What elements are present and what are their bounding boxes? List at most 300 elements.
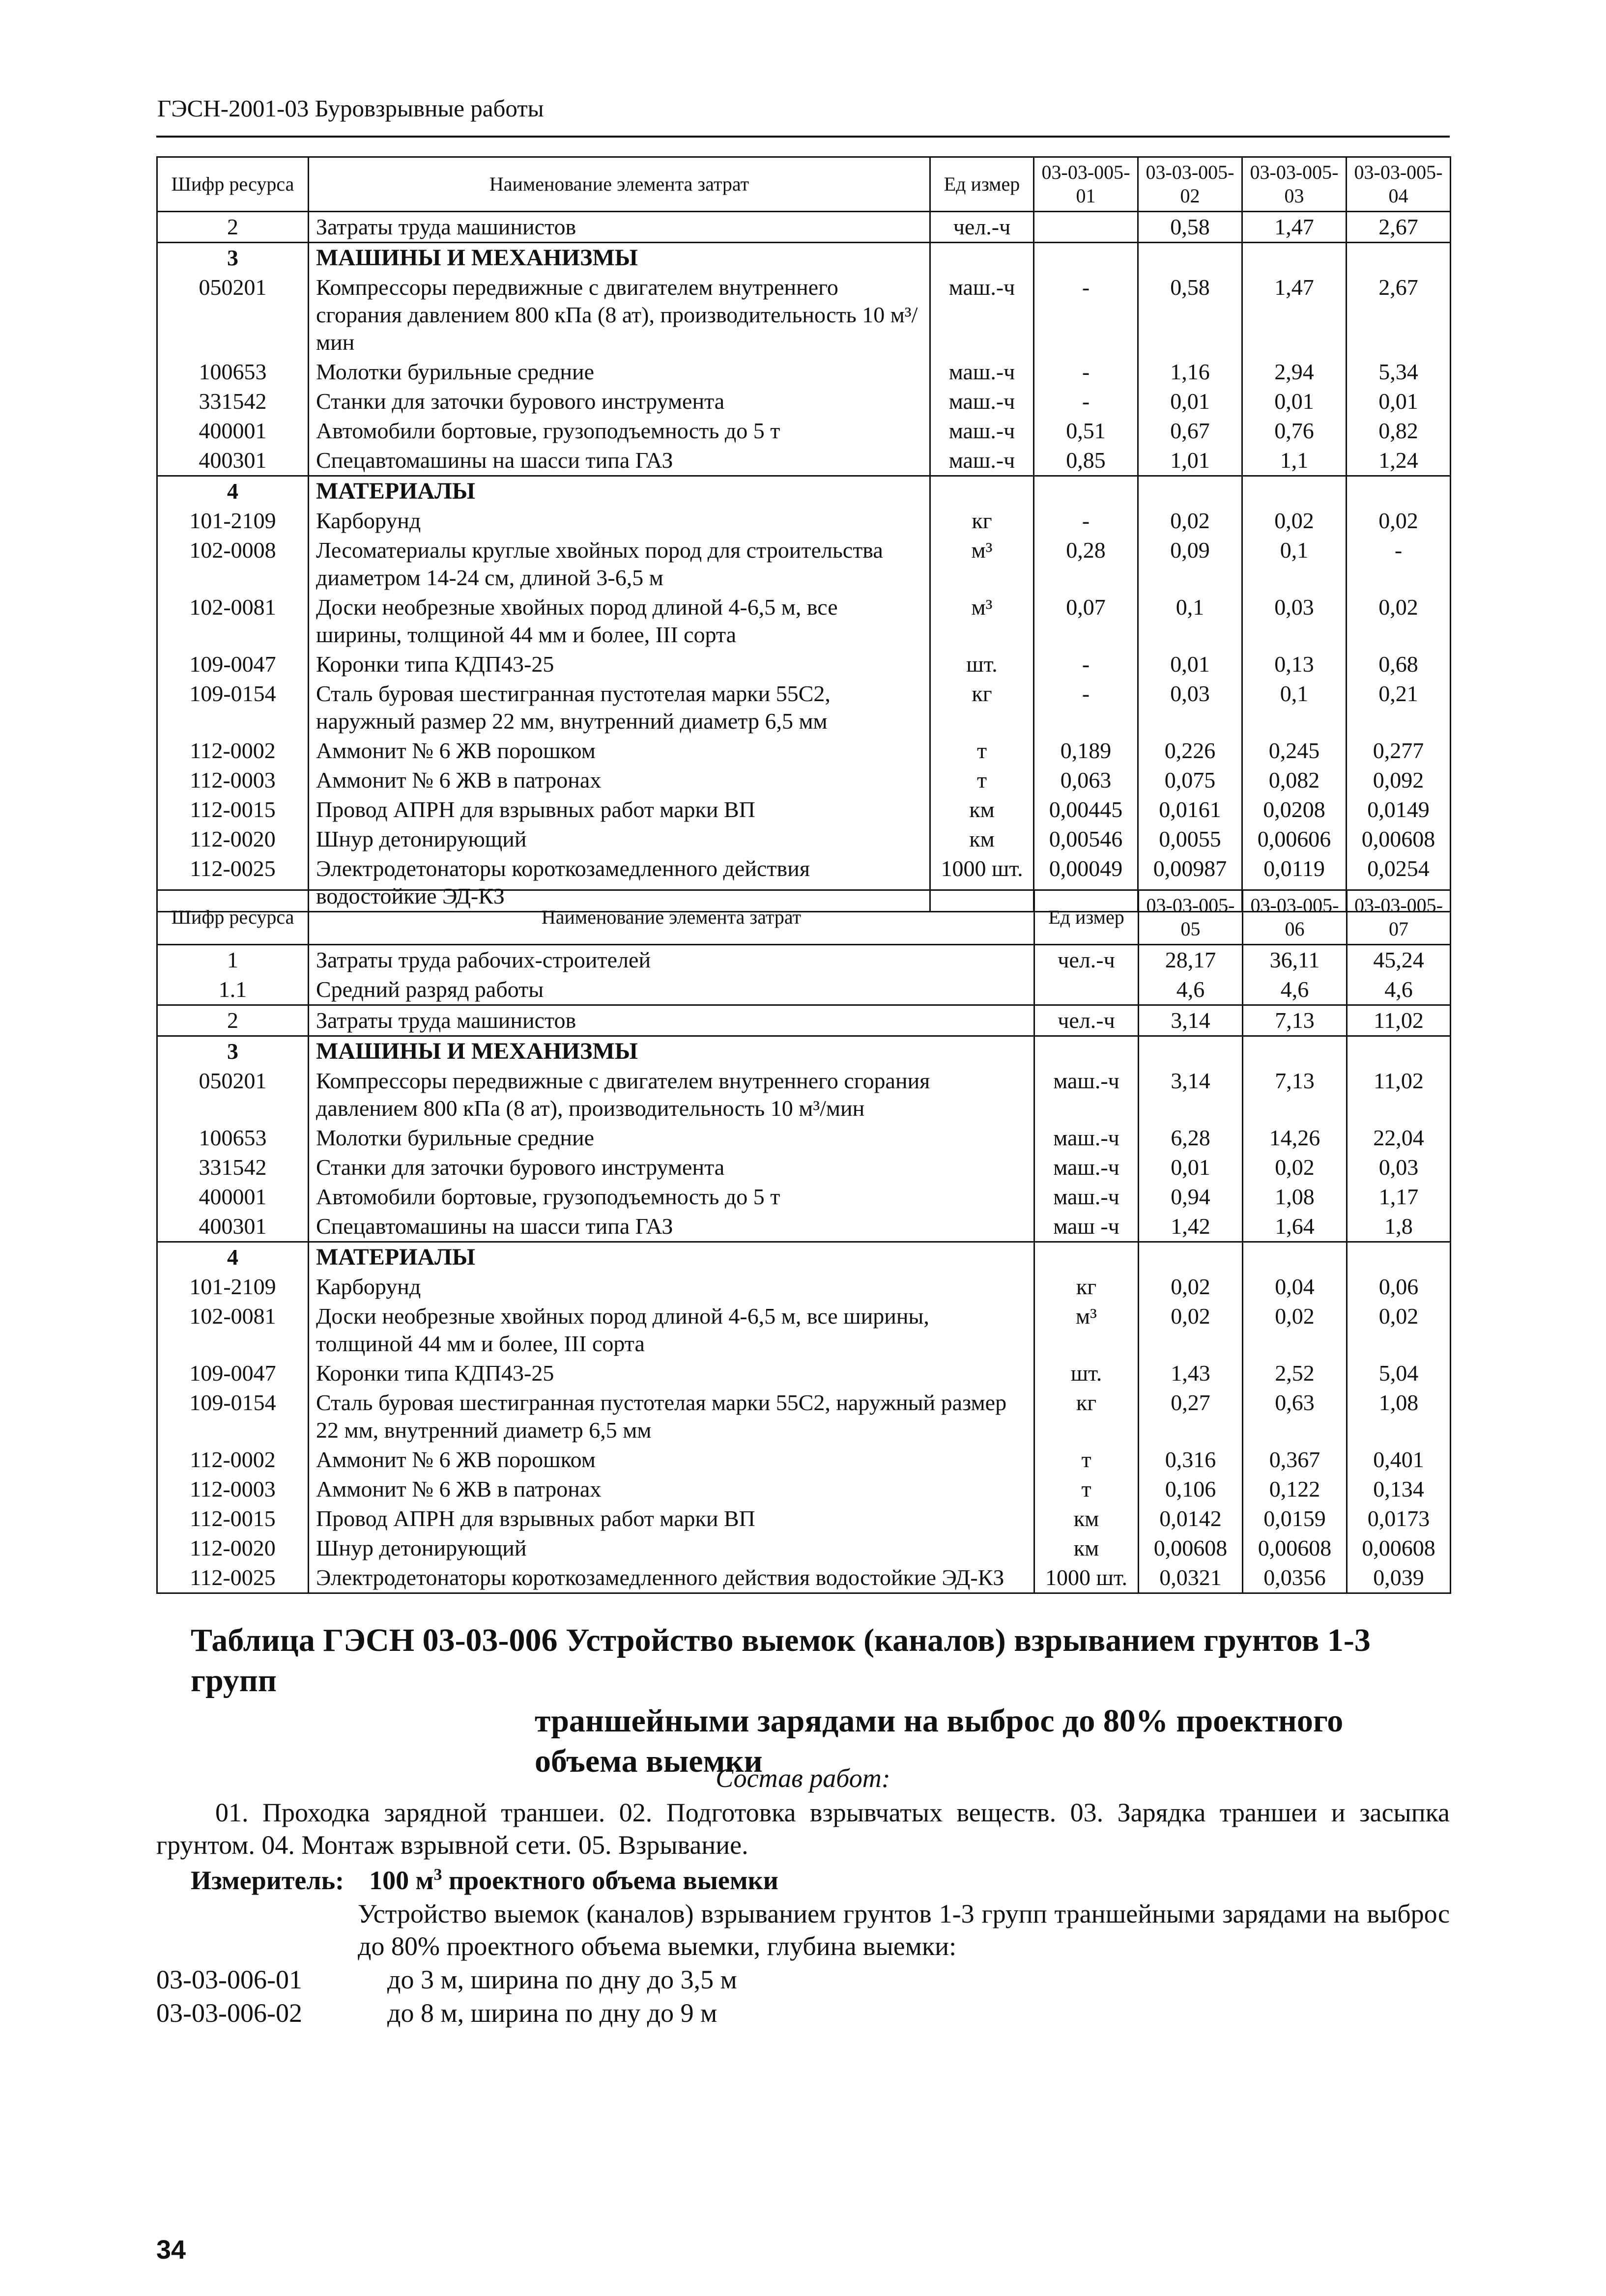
unit-cell: шт.: [930, 650, 1034, 679]
value-cell: [1034, 243, 1138, 273]
resource-code: 112-0002: [157, 1445, 309, 1474]
resource-name: Автомобили бортовые, грузоподъемность до 5 т: [309, 416, 930, 446]
value-cell: 0,02: [1243, 1302, 1347, 1359]
value-cell: 0,075: [1138, 765, 1242, 795]
resource-name: Компрессоры передвижные с двигателем внутреннего сгорания давлением 800 кПа (8 ат), производительность 10 м³/мин: [309, 273, 930, 357]
value-cell: 0,02: [1243, 1153, 1347, 1182]
table-row: [157, 1359, 1451, 1388]
unit-cell: маш -ч: [1034, 1212, 1139, 1242]
value-cell: 0,09: [1138, 536, 1242, 593]
table-row: [157, 1533, 1451, 1563]
unit-cell: маш.-ч: [1034, 1066, 1139, 1123]
resource-name: Коронки типа КДП43-25: [309, 650, 930, 679]
value-cell: 0,28: [1034, 536, 1138, 593]
value-cell: 0,01: [1139, 1153, 1243, 1182]
value-cell: -: [1034, 357, 1138, 387]
resource-name: Затраты труда рабочих-строителей: [309, 945, 1034, 975]
value-cell: 0,02: [1139, 1302, 1243, 1359]
resource-name: Электродетонаторы короткозамедленного действия водостойкие ЭД-КЗ: [309, 854, 930, 912]
header-rule: [156, 136, 1450, 138]
resource-name: Молотки бурильные средние: [309, 1123, 1034, 1153]
page-number: 34: [156, 2235, 186, 2265]
unit-cell: маш.-ч: [930, 416, 1034, 446]
resource-name: Коронки типа КДП43-25: [309, 1359, 1034, 1388]
resource-name: Молотки бурильные средние: [309, 357, 930, 387]
value-cell: [1243, 1242, 1347, 1273]
value-cell: 0,51: [1034, 416, 1138, 446]
measure-rest: проектного объема выемки: [442, 1866, 778, 1895]
section-row: [157, 243, 1451, 273]
table-row: [157, 1388, 1451, 1445]
table-row: [157, 1066, 1451, 1123]
variant-text: до 8 м, ширина по дну до 9 м: [387, 1998, 717, 2028]
resource-code: 2: [157, 212, 309, 243]
value-cell: 14,26: [1243, 1123, 1347, 1153]
table-row: [157, 506, 1451, 536]
value-cell: 6,28: [1139, 1123, 1243, 1153]
value-cell: 0,134: [1347, 1474, 1451, 1504]
value-cell: [1347, 476, 1451, 507]
value-cell: 1,08: [1347, 1388, 1451, 1445]
value-cell: 0,02: [1242, 506, 1347, 536]
variant-row: [156, 1998, 717, 2028]
table-row: [157, 736, 1451, 765]
table-row: [157, 1563, 1451, 1593]
value-cell: 0,245: [1242, 736, 1347, 765]
value-cell: 0,67: [1138, 416, 1242, 446]
value-cell: 0,27: [1139, 1388, 1243, 1445]
value-cell: 0,76: [1242, 416, 1347, 446]
resource-name: Аммонит № 6 ЖВ порошком: [309, 1445, 1034, 1474]
value-cell: 0,0254: [1347, 854, 1451, 912]
table-heading-line-2: траншейными зарядами на выброс до 80% проектного объема выемки: [535, 1703, 1344, 1779]
resource-table-2: [156, 889, 1451, 1594]
value-cell: 0,07: [1034, 593, 1138, 650]
value-cell: 0,21: [1347, 679, 1451, 736]
column-header: Ед измер: [1034, 890, 1139, 945]
table-row: [157, 945, 1451, 975]
value-cell: 0,06: [1347, 1272, 1451, 1302]
resource-code: 3: [157, 1036, 309, 1067]
value-cell: [1138, 243, 1242, 273]
value-cell: [1139, 1242, 1243, 1273]
resource-code: 112-0002: [157, 736, 309, 765]
table-row: [157, 273, 1451, 357]
column-header: 03-03-005-02: [1138, 157, 1242, 212]
value-cell: 0,01: [1242, 387, 1347, 416]
unit-cell: 1000 шт.: [930, 854, 1034, 912]
resource-name: Средний разряд работы: [309, 975, 1034, 1005]
unit-cell: кг: [1034, 1388, 1139, 1445]
unit-cell: маш.-ч: [930, 387, 1034, 416]
value-cell: 2,67: [1347, 212, 1451, 243]
value-cell: 0,63: [1243, 1388, 1347, 1445]
value-cell: 0,277: [1347, 736, 1451, 765]
table-header-row: [157, 890, 1451, 945]
value-cell: 0,122: [1243, 1474, 1347, 1504]
table-row: [157, 536, 1451, 593]
table-row: [157, 1474, 1451, 1504]
resource-code: 101-2109: [157, 1272, 309, 1302]
unit-cell: чел.-ч: [930, 212, 1034, 243]
value-cell: -: [1034, 273, 1138, 357]
unit-cell: [1034, 1036, 1139, 1067]
value-cell: -: [1034, 650, 1138, 679]
table-row: [157, 212, 1451, 243]
resource-code: 112-0015: [157, 795, 309, 824]
value-cell: [1242, 476, 1347, 507]
column-header: 03-03-005-07: [1347, 890, 1451, 945]
unit-cell: маш.-ч: [930, 446, 1034, 476]
resource-code: 101-2109: [157, 506, 309, 536]
resource-name: Аммонит № 6 ЖВ порошком: [309, 736, 930, 765]
unit-cell: [930, 243, 1034, 273]
table-row: [157, 765, 1451, 795]
value-cell: 0,03: [1138, 679, 1242, 736]
table-row: [157, 416, 1451, 446]
measure-sup: 3: [433, 1866, 442, 1884]
resource-table-1: [156, 156, 1451, 912]
table-row: [157, 679, 1451, 736]
value-cell: 1,43: [1139, 1359, 1243, 1388]
value-cell: [1034, 476, 1138, 507]
resource-code: 112-0025: [157, 854, 309, 912]
value-cell: [1138, 476, 1242, 507]
table-row: [157, 1504, 1451, 1533]
resource-code: 109-0047: [157, 650, 309, 679]
value-cell: -: [1347, 536, 1451, 593]
value-cell: 2,52: [1243, 1359, 1347, 1388]
resource-name: Спецавтомашины на шасси типа ГАЗ: [309, 1212, 1034, 1242]
value-cell: 1,64: [1243, 1212, 1347, 1242]
unit-cell: м³: [930, 593, 1034, 650]
unit-cell: чел.-ч: [1034, 1005, 1139, 1036]
unit-cell: маш.-ч: [1034, 1123, 1139, 1153]
unit-cell: т: [930, 736, 1034, 765]
value-cell: 0,68: [1347, 650, 1451, 679]
unit-cell: чел.-ч: [1034, 945, 1139, 975]
unit-cell: 1000 шт.: [1034, 1563, 1139, 1593]
resource-code: 112-0020: [157, 1533, 309, 1563]
resource-code: 112-0015: [157, 1504, 309, 1533]
measure-label: Измеритель:: [191, 1866, 344, 1895]
value-cell: 0,1: [1138, 593, 1242, 650]
section-row: [157, 476, 1451, 507]
value-cell: 36,11: [1243, 945, 1347, 975]
value-cell: 0,00049: [1034, 854, 1138, 912]
unit-cell: кг: [930, 679, 1034, 736]
value-cell: 2,67: [1347, 273, 1451, 357]
table-heading: [156, 1620, 1450, 1782]
resource-name: Электродетонаторы короткозамедленного действия водостойкие ЭД-КЗ: [309, 1563, 1034, 1593]
value-cell: 11,02: [1347, 1066, 1451, 1123]
value-cell: 0,03: [1347, 1153, 1451, 1182]
unit-cell: км: [930, 824, 1034, 854]
variant-text: до 3 м, ширина по дну до 3,5 м: [387, 1965, 737, 1994]
resource-code: 331542: [157, 387, 309, 416]
section-row: [157, 1036, 1451, 1067]
resource-code: 4: [157, 1242, 309, 1273]
composition-text: 01. Проходка зарядной траншеи. 02. Подготовка взрывчатых веществ. 03. Зарядка траншеи и засыпка грунтом. 04. Монтаж взрывной сети. 05. Взрывание.: [156, 1798, 1450, 1860]
unit-cell: маш.-ч: [1034, 1182, 1139, 1212]
resource-name: Компрессоры передвижные с двигателем внутреннего сгорания давлением 800 кПа (8 ат), производительность 10 м³/мин: [309, 1066, 1034, 1123]
column-header: 03-03-005-04: [1347, 157, 1451, 212]
value-cell: 0,0173: [1347, 1504, 1451, 1533]
table-row: [157, 1302, 1451, 1359]
value-cell: 3,14: [1139, 1005, 1243, 1036]
resource-code: 109-0154: [157, 679, 309, 736]
value-cell: 0,1: [1242, 536, 1347, 593]
table-row: [157, 650, 1451, 679]
value-cell: 7,13: [1243, 1005, 1347, 1036]
table-heading-line-1: Таблица ГЭСН 03-03-006 Устройство выемок (каналов) взрыванием грунтов 1-3 групп: [191, 1622, 1371, 1699]
value-cell: 3,14: [1139, 1066, 1243, 1123]
value-cell: 0,367: [1243, 1445, 1347, 1474]
resource-code: 102-0008: [157, 536, 309, 593]
table-row: [157, 387, 1451, 416]
column-header: 03-03-005-05: [1139, 890, 1243, 945]
resource-name: Провод АПРН для взрывных работ марки ВП: [309, 1504, 1034, 1533]
resource-code: 109-0047: [157, 1359, 309, 1388]
table-row: [157, 975, 1451, 1005]
column-header: Шифр ресурса: [157, 890, 309, 945]
resource-code: 112-0003: [157, 1474, 309, 1504]
value-cell: 0,58: [1138, 212, 1242, 243]
unit-cell: т: [1034, 1474, 1139, 1504]
value-cell: 1,16: [1138, 357, 1242, 387]
value-cell: 0,189: [1034, 736, 1138, 765]
value-cell: [1242, 243, 1347, 273]
resource-code: 331542: [157, 1153, 309, 1182]
resource-name: Провод АПРН для взрывных работ марки ВП: [309, 795, 930, 824]
resource-code: 400001: [157, 416, 309, 446]
value-cell: 0,039: [1347, 1563, 1451, 1593]
unit-cell: т: [1034, 1445, 1139, 1474]
value-cell: 2,94: [1242, 357, 1347, 387]
value-cell: 0,85: [1034, 446, 1138, 476]
resource-name: Затраты труда машинистов: [309, 1005, 1034, 1036]
value-cell: 28,17: [1139, 945, 1243, 975]
value-cell: 4,6: [1243, 975, 1347, 1005]
resource-name: Лесоматериалы круглые хвойных пород для строительства диаметром 14-24 см, длиной 3-6,5 м: [309, 536, 930, 593]
value-cell: 0,0119: [1242, 854, 1347, 912]
resource-name: Доски необрезные хвойных пород длиной 4-6,5 м, все ширины, толщиной 44 мм и более, III сорта: [309, 593, 930, 650]
resource-name: Автомобили бортовые, грузоподъемность до 5 т: [309, 1182, 1034, 1212]
resource-name: Сталь буровая шестигранная пустотелая марки 55С2, наружный размер 22 мм, внутренний диаметр 6,5 мм: [309, 1388, 1034, 1445]
unit-cell: маш.-ч: [1034, 1153, 1139, 1182]
resource-code: 3: [157, 243, 309, 273]
column-header: Наименование элемента затрат: [309, 890, 1034, 945]
variant-code: 03-03-006-01: [156, 1965, 302, 1994]
resource-name: Спецавтомашины на шасси типа ГАЗ: [309, 446, 930, 476]
resource-name: Карборунд: [309, 506, 930, 536]
value-cell: 0,00608: [1347, 1533, 1451, 1563]
resource-name: Шнур детонирующий: [309, 1533, 1034, 1563]
table-row: [157, 1272, 1451, 1302]
measure-value: 100 м: [369, 1866, 434, 1895]
resource-name: Станки для заточки бурового инструмента: [309, 387, 930, 416]
value-cell: 0,0142: [1139, 1504, 1243, 1533]
value-cell: [1034, 212, 1138, 243]
resource-code: 2: [157, 1005, 309, 1036]
resource-name: Сталь буровая шестигранная пустотелая марки 55С2, наружный размер 22 мм, внутренний диаметр 6,5 мм: [309, 679, 930, 736]
unit-cell: [1034, 975, 1139, 1005]
resource-code: 112-0025: [157, 1563, 309, 1593]
value-cell: 11,02: [1347, 1005, 1451, 1036]
value-cell: 0,1: [1242, 679, 1347, 736]
table-row: [157, 824, 1451, 854]
value-cell: 0,401: [1347, 1445, 1451, 1474]
column-header: Ед измер: [930, 157, 1034, 212]
value-cell: [1347, 243, 1451, 273]
variant-code: 03-03-006-02: [156, 1998, 302, 2028]
value-cell: 0,00608: [1243, 1533, 1347, 1563]
value-cell: 0,03: [1242, 593, 1347, 650]
unit-cell: м³: [1034, 1302, 1139, 1359]
value-cell: 0,063: [1034, 765, 1138, 795]
value-cell: 0,94: [1139, 1182, 1243, 1212]
value-cell: -: [1034, 506, 1138, 536]
variant-row: [156, 1964, 737, 1995]
value-cell: 0,00608: [1139, 1533, 1243, 1563]
value-cell: 1,47: [1242, 273, 1347, 357]
resource-code: 109-0154: [157, 1388, 309, 1445]
unit-cell: км: [1034, 1533, 1139, 1563]
value-cell: 0,13: [1242, 650, 1347, 679]
resource-code: 050201: [157, 1066, 309, 1123]
table-row: [157, 357, 1451, 387]
resource-code: 400001: [157, 1182, 309, 1212]
column-header: Наименование элемента затрат: [309, 157, 930, 212]
resource-name: Станки для заточки бурового инструмента: [309, 1153, 1034, 1182]
table-header-row: [157, 157, 1451, 212]
value-cell: 1,08: [1243, 1182, 1347, 1212]
measure-line: [191, 1865, 778, 1896]
unit-cell: кг: [930, 506, 1034, 536]
value-cell: 0,02: [1347, 1302, 1451, 1359]
resource-name: Затраты труда машинистов: [309, 212, 930, 243]
unit-cell: маш.-ч: [930, 273, 1034, 357]
table-row: [157, 1123, 1451, 1153]
unit-cell: [930, 476, 1034, 507]
column-header: 03-03-005-06: [1243, 890, 1347, 945]
table-row: [157, 1212, 1451, 1242]
value-cell: 1,42: [1139, 1212, 1243, 1242]
resource-code: 100653: [157, 1123, 309, 1153]
resource-code: 112-0020: [157, 824, 309, 854]
value-cell: 45,24: [1347, 945, 1451, 975]
value-cell: 0,092: [1347, 765, 1451, 795]
value-cell: 1,01: [1138, 446, 1242, 476]
resource-name: Карборунд: [309, 1272, 1034, 1302]
value-cell: 1,1: [1242, 446, 1347, 476]
value-cell: 0,0055: [1138, 824, 1242, 854]
value-cell: 0,00445: [1034, 795, 1138, 824]
resource-name: Доски необрезные хвойных пород длиной 4-6,5 м, все ширины, толщиной 44 мм и более, III сорта: [309, 1302, 1034, 1359]
value-cell: 0,00606: [1242, 824, 1347, 854]
resource-name: Аммонит № 6 ЖВ в патронах: [309, 1474, 1034, 1504]
resource-code: 400301: [157, 446, 309, 476]
column-header: 03-03-005-03: [1242, 157, 1347, 212]
value-cell: [1139, 1036, 1243, 1067]
unit-cell: [1034, 1242, 1139, 1273]
value-cell: -: [1034, 679, 1138, 736]
value-cell: 0,02: [1347, 506, 1451, 536]
resource-code: 1.1: [157, 975, 309, 1005]
variant-description: Устройство выемок (каналов) взрыванием грунтов 1-3 групп траншейными зарядами на выброс до 80% проектного объема выемки, глубина выемки:: [358, 1899, 1450, 1961]
resource-code: 112-0003: [157, 765, 309, 795]
value-cell: 22,04: [1347, 1123, 1451, 1153]
column-header: Шифр ресурса: [157, 157, 309, 212]
value-cell: 0,00546: [1034, 824, 1138, 854]
table-row: [157, 795, 1451, 824]
value-cell: 0,0321: [1139, 1563, 1243, 1593]
value-cell: 0,58: [1138, 273, 1242, 357]
value-cell: -: [1034, 387, 1138, 416]
value-cell: 4,6: [1347, 975, 1451, 1005]
value-cell: 1,24: [1347, 446, 1451, 476]
value-cell: 0,82: [1347, 416, 1451, 446]
value-cell: 0,01: [1138, 387, 1242, 416]
unit-cell: маш.-ч: [930, 357, 1034, 387]
value-cell: 0,0149: [1347, 795, 1451, 824]
table-row: [157, 1182, 1451, 1212]
value-cell: 0,226: [1138, 736, 1242, 765]
resource-name: Шнур детонирующий: [309, 824, 930, 854]
value-cell: 0,106: [1139, 1474, 1243, 1504]
value-cell: [1347, 1242, 1451, 1273]
resource-name: МАШИНЫ И МЕХАНИЗМЫ: [309, 1036, 1034, 1067]
unit-cell: кг: [1034, 1272, 1139, 1302]
table-row: [157, 1153, 1451, 1182]
resource-code: 100653: [157, 357, 309, 387]
value-cell: 0,0208: [1242, 795, 1347, 824]
value-cell: 4,6: [1139, 975, 1243, 1005]
value-cell: 0,04: [1243, 1272, 1347, 1302]
value-cell: 0,02: [1138, 506, 1242, 536]
resource-code: 1: [157, 945, 309, 975]
resource-code: 102-0081: [157, 593, 309, 650]
table-row: [157, 1005, 1451, 1036]
unit-cell: м³: [930, 536, 1034, 593]
resource-code: 400301: [157, 1212, 309, 1242]
value-cell: 0,01: [1347, 387, 1451, 416]
value-cell: 0,0159: [1243, 1504, 1347, 1533]
resource-name: МАТЕРИАЛЫ: [309, 476, 930, 507]
value-cell: 5,04: [1347, 1359, 1451, 1388]
unit-cell: т: [930, 765, 1034, 795]
value-cell: 0,316: [1139, 1445, 1243, 1474]
value-cell: 0,00987: [1138, 854, 1242, 912]
value-cell: 1,17: [1347, 1182, 1451, 1212]
value-cell: 1,8: [1347, 1212, 1451, 1242]
value-cell: 5,34: [1347, 357, 1451, 387]
table-row: [157, 446, 1451, 476]
value-cell: 0,02: [1139, 1272, 1243, 1302]
resource-name: МАШИНЫ И МЕХАНИЗМЫ: [309, 243, 930, 273]
value-cell: [1347, 1036, 1451, 1067]
resource-code: 4: [157, 476, 309, 507]
value-cell: 0,082: [1242, 765, 1347, 795]
column-header: 03-03-005-01: [1034, 157, 1138, 212]
value-cell: 0,0356: [1243, 1563, 1347, 1593]
table-row: [157, 1445, 1451, 1474]
composition-title: Состав работ:: [716, 1763, 890, 1793]
unit-cell: шт.: [1034, 1359, 1139, 1388]
table-row: [157, 593, 1451, 650]
unit-cell: км: [930, 795, 1034, 824]
page-header: ГЭСН-2001-03 Буровзрывные работы: [157, 95, 544, 122]
